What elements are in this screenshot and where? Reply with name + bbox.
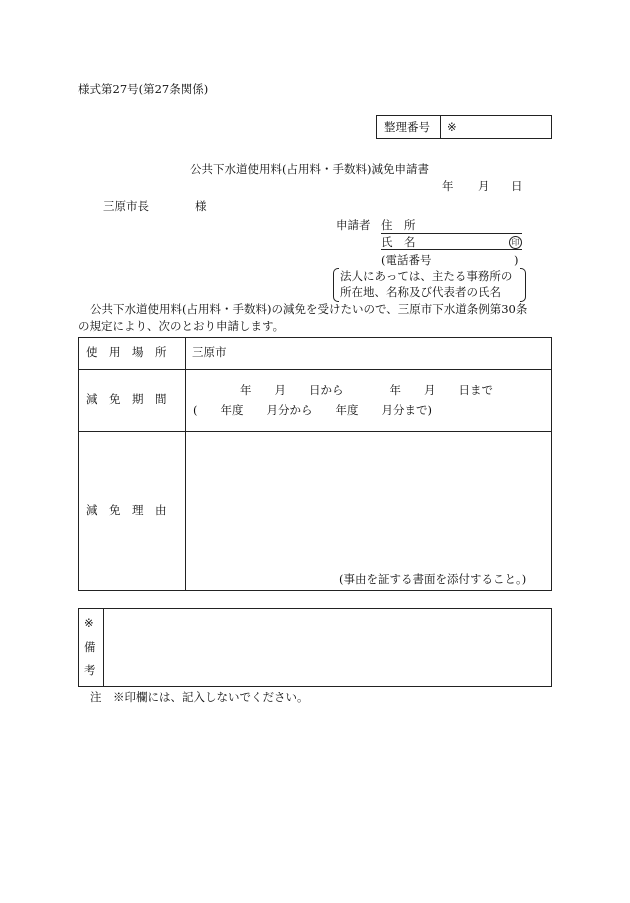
remarks-char-2: 考 xyxy=(84,663,96,677)
body-text-line-2: の規定により、次のとおり申請します。 xyxy=(78,319,285,333)
phone-label: (電話番号 xyxy=(381,253,432,267)
addressee-name: 三原市長 xyxy=(103,199,149,213)
remarks-box xyxy=(78,608,552,687)
remarks-char-1: 備 xyxy=(84,640,96,654)
period-label: 減 免 期 間 xyxy=(86,392,167,406)
address-label: 住 所 xyxy=(381,218,416,232)
period-dates-line: 年 月 日から 年 月 日まで xyxy=(240,383,493,397)
date-year: 年 xyxy=(442,179,454,193)
table-row-divider-2 xyxy=(78,431,552,432)
body-text-line-1: 公共下水道使用料(占用料・手数料)の減免を受けたいので、三原市下水道条例第30条 xyxy=(90,302,528,316)
seal-mark: 印 xyxy=(509,236,522,249)
table-row-divider-1 xyxy=(78,369,552,370)
remarks-mark: ※ xyxy=(84,616,94,630)
place-value: 三原市 xyxy=(192,345,227,359)
seiri-label: 整理番号 xyxy=(384,120,430,134)
application-table xyxy=(78,337,552,591)
addressee-honorific: 様 xyxy=(195,199,207,213)
form-number: 様式第27号(第27条関係) xyxy=(78,82,209,96)
table-column-divider xyxy=(185,337,186,591)
reason-attachment-note: (事由を証する書面を添付すること。) xyxy=(339,572,527,586)
corp-note-bracket-left xyxy=(333,268,339,302)
seiri-divider xyxy=(440,115,441,139)
seiri-mark: ※ xyxy=(447,120,457,134)
footnote: 注 ※印欄には、記入しないでください。 xyxy=(90,690,309,704)
remarks-divider xyxy=(103,608,104,687)
name-underline xyxy=(381,249,522,250)
date-day: 日 xyxy=(511,179,523,193)
corp-note-line-1: 法人にあっては、主たる事務所の xyxy=(340,269,513,283)
corp-note-line-2: 所在地、名称及び代表者の氏名 xyxy=(340,285,501,299)
address-underline xyxy=(381,233,522,234)
reason-label: 減 免 理 由 xyxy=(86,503,167,517)
period-fiscal-line: ( 年度 月分から 年度 月分まで) xyxy=(193,403,432,417)
document-title: 公共下水道使用料(占用料・手数料)減免申請書 xyxy=(190,162,429,176)
applicant-label: 申請者 xyxy=(336,218,371,232)
corp-note-bracket-right xyxy=(520,268,526,302)
name-label: 氏 名 xyxy=(381,235,416,249)
place-label: 使 用 場 所 xyxy=(86,345,167,359)
date-month: 月 xyxy=(478,179,490,193)
phone-close: ) xyxy=(514,253,519,267)
